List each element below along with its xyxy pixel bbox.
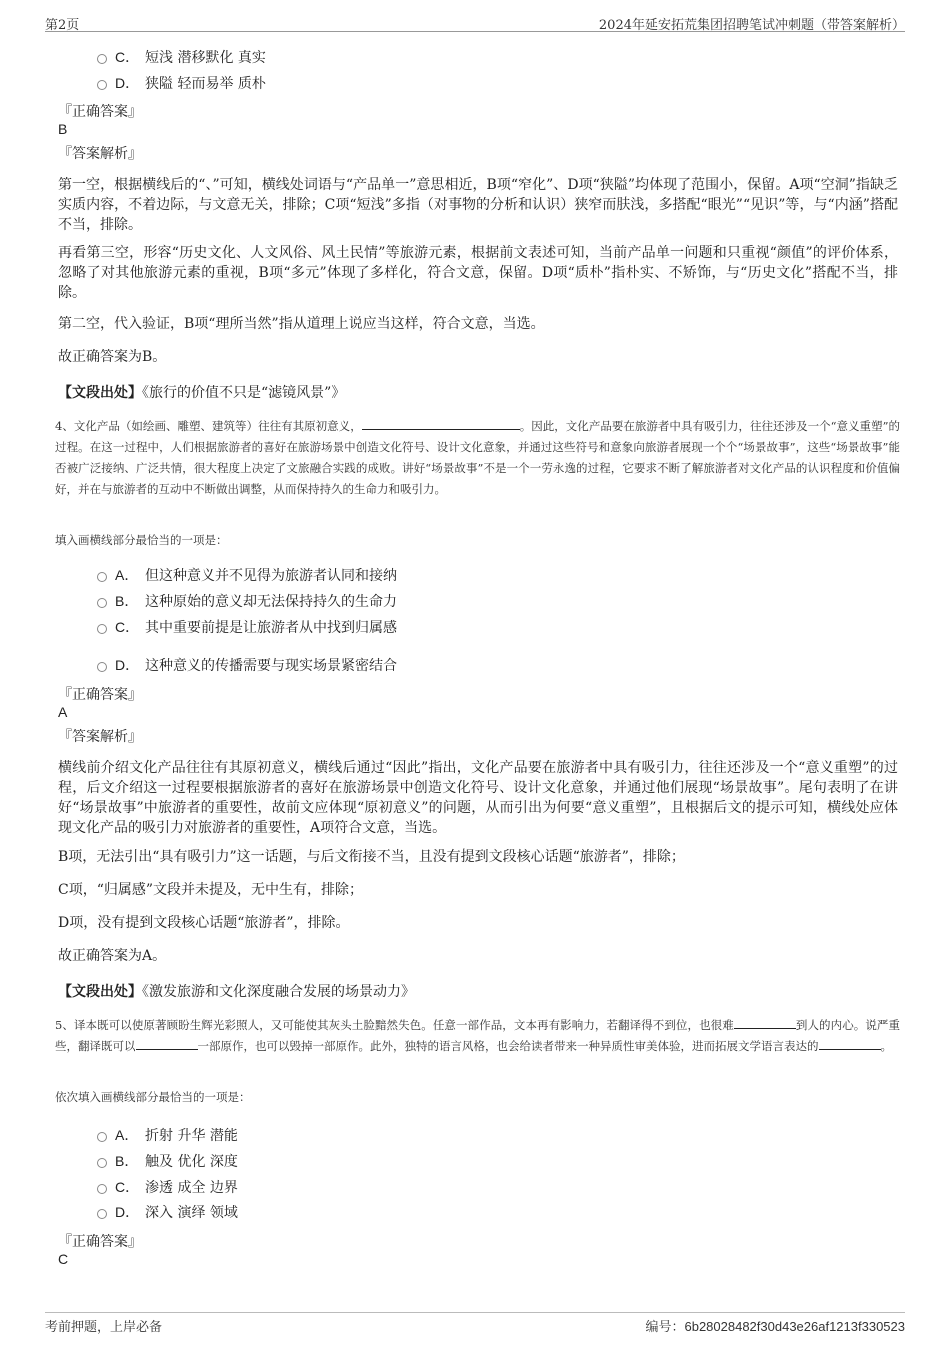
radio-icon[interactable] [97,1184,107,1194]
q3-option-d[interactable]: D． 狭隘 轻而易举 质朴 [97,73,266,93]
answer-blank [136,1036,198,1050]
radio-icon[interactable] [97,1209,107,1219]
q5-option-d[interactable]: D． 深入 演绎 领域 [97,1202,238,1222]
q4-analysis-p3: C项，“归属感”文段并未提及，无中生有，排除； [58,882,364,898]
radio-icon[interactable] [97,80,107,90]
q4-answer-label: 『正确答案』 [58,687,142,703]
page-number: 第2页 [45,18,80,33]
radio-icon[interactable] [97,54,107,64]
source-title: 《旅行的价值不只是“滤镜风景”》 [142,385,346,401]
q4-option-b[interactable]: B． 这种原始的意义却无法保持持久的生命力 [97,591,397,611]
q4-stem: 4、文化产品（如绘画、雕塑、建筑等）往往有其原初意义， 。因此，文化产品要在旅游者中具有吸引力，往往还涉及一个“意义重塑”的过程。在这一过程中，人们根据旅游者的喜好在旅游场景中创造文化符号、设计文化意象，并通过这些符号和意象向旅游者展现一个个“场景故事”，这些“场景故事”能否被广泛接纳、广泛共情，很大程度上决定了文旅融合实践的成败。讲好“场景故事”不是一个一劳永逸的过程，它要求不断了解旅游者对文化产品的认识程度和价值偏好，并在与旅游者的互动中不断做出调整，从而保持持久的生命力和吸引力。 [55,416,900,500]
q4-answer: A [58,704,68,720]
q5-answer: C [58,1251,69,1267]
q5-prompt: 依次填入画横线部分最恰当的一项是： [55,1090,251,1104]
radio-icon[interactable] [97,598,107,608]
source-title: 《激发旅游和文化深度融合发展的场景动力》 [142,984,415,1000]
q3-analysis-p2: 再看第三空，形容“历史文化、人文风俗、风土民情”等旅游元素，根据前文表述可知，当前产品单一问题和只重视“颜值”的评价体系，忽略了对其他旅游元素的重视，B项“多元”体现了多样化，符合文意，保留。D项“质朴”指朴实、不矫饰，与“历史文化”搭配不当，排除。 [58,245,898,301]
footer-slogan: 考前押题，上岸必备 [45,1320,163,1335]
q3-option-c[interactable]: C． 短浅 潜移默化 真实 [97,47,266,67]
q3-source [58,382,345,402]
q4-option-c[interactable]: C． 其中重要前提是让旅游者从中找到归属感 [97,617,397,637]
q3-analysis-label: 『答案解析』 [58,146,142,162]
answer-blank [734,1015,796,1029]
document-title: 2024年延安拓荒集团招聘笔试冲刺题（带答案解析） [598,18,905,33]
radio-icon[interactable] [97,662,107,672]
q3-answer: B [58,121,68,137]
radio-icon[interactable] [97,1158,107,1168]
q4-source [58,981,415,1001]
radio-icon[interactable] [97,624,107,634]
q4-option-a[interactable]: A． 但这种意义并不见得为旅游者认同和接纳 [97,565,397,585]
q4-analysis-label: 『答案解析』 [58,729,142,745]
radio-icon[interactable] [97,1132,107,1142]
answer-blank [362,416,520,430]
q4-option-d[interactable]: D． 这种意义的传播需要与现实场景紧密结合 [97,655,397,675]
q4-analysis-p4: D项，没有提到文段核心话题“旅游者”，排除。 [58,915,350,931]
q5-option-a[interactable]: A． 折射 升华 潜能 [97,1125,238,1145]
q5-stem: 5、译本既可以使原著顾盼生辉光彩照人，又可能使其灰头土脸黯然失色。任意一部作品，文本再有影响力，若翻译得不到位，也很难 到人的内心。说严重些，翻译既可以 一部原作，也可以毁掉一部原作。此外，独特的语言风格，也会给读者带来一种异质性审美体验，进而拓展文学语言表达的 。 [55,1015,900,1057]
q4-analysis-p1: 横线前介绍文化产品往往有其原初意义，横线后通过“因此”指出，文化产品要在旅游者中具有吸引力，往往还涉及一个“意义重塑”的过程，后文介绍这一过程要根据旅游者的喜好在旅游场景中创造文化符号、设计文化意象，并通过他们展现“场景故事”。尾句表明了在讲好“场景故事”中旅游者的重要性，故前文应体现“原初意义”的问题，从而引出为何要“意义重塑”，且根据后文的提示可知，横线处应体现文化产品的吸引力对旅游者的重要性，A项符合文意，当选。 [58,760,898,836]
q4-analysis-p5: 故正确答案为A。 [58,948,167,964]
page-header [45,12,905,32]
q5-option-c[interactable]: C． 渗透 成全 边界 [97,1177,238,1197]
q4-prompt: 填入画横线部分最恰当的一项是： [55,533,228,547]
q5-option-b[interactable]: B． 触及 优化 深度 [97,1151,238,1171]
source-tag: 【文段出处】 [58,385,142,401]
q5-answer-label: 『正确答案』 [58,1234,142,1250]
q3-analysis-p1: 第一空，根据横线后的“、”可知，横线处词语与“产品单一”意思相近，B项“窄化”、D项“狭隘”均体现了范围小，保留。A项“空洞”指缺乏实质内容，不着边际，与文意无关，排除；C项“短浅”多指（对事物的分析和认识）狭窄而肤浅，多搭配“眼光”“见识”等，与“内涵”搭配不当，排除。 [58,177,898,233]
document-id: 编号：6b28028482f30d43e26af1213f330523 [645,1319,905,1334]
source-tag: 【文段出处】 [58,984,142,1000]
page-footer [45,1312,905,1334]
q4-analysis-p2: B项，无法引出“具有吸引力”这一话题，与后文衔接不当，且没有提到文段核心话题“旅游者”，排除； [58,849,685,865]
q3-analysis-p3: 第二空，代入验证，B项“理所当然”指从道理上说应当这样，符合文意，当选。 [58,316,545,332]
answer-blank [819,1036,881,1050]
radio-icon[interactable] [97,572,107,582]
q3-analysis-p4: 故正确答案为B。 [58,349,167,365]
q3-answer-label: 『正确答案』 [58,104,142,120]
